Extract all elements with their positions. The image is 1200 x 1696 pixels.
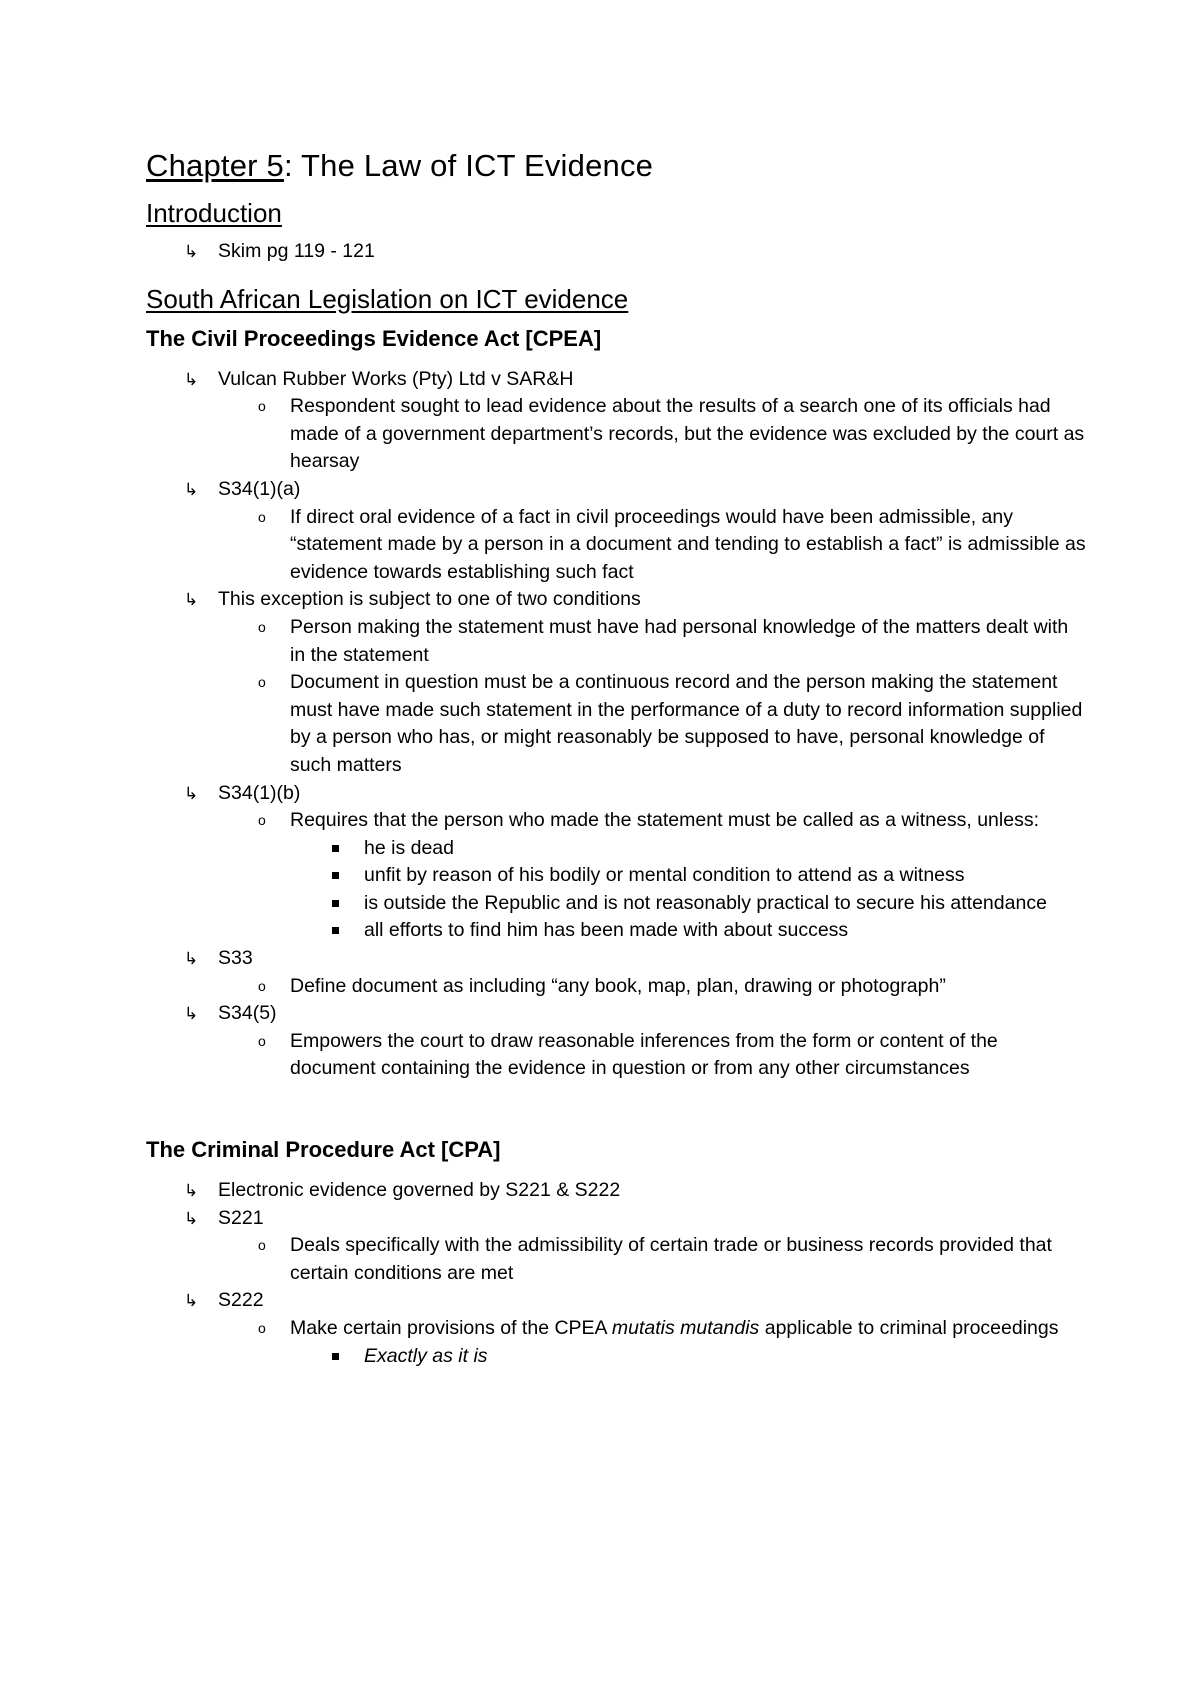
cpa-heading: The Criminal Procedure Act [CPA] bbox=[146, 1137, 501, 1163]
sub-sub-list bbox=[290, 835, 1086, 945]
circle-bullet-icon: o bbox=[258, 508, 266, 525]
sub-list-item-text: Define document as including “any book, map, plan, drawing or photograph” bbox=[290, 974, 946, 997]
list-item-text: S34(1)(b) bbox=[218, 781, 301, 804]
list-item bbox=[146, 366, 1086, 476]
sub-list-item-text-post: applicable to criminal proceedings bbox=[759, 1317, 1059, 1339]
sub-sub-list-item-text: is outside the Republic and is not reasonably practical to secure his attendance bbox=[364, 891, 1047, 914]
section-heading-text: South African Legislation on ICT evidence bbox=[146, 283, 629, 314]
sub-list-item bbox=[146, 393, 1086, 476]
list-item bbox=[146, 1287, 1086, 1370]
arrow-bullet-icon: ↳ bbox=[184, 783, 199, 803]
sub-list bbox=[218, 973, 1086, 1001]
sub-list-item-text: If direct oral evidence of a fact in civil proceedings would have been admissible, any “statement made by a person in a document and tending to establish a fact” is admissible as evidence towards establishing such fact bbox=[290, 505, 1086, 583]
square-bullet-icon bbox=[332, 872, 339, 879]
circle-bullet-icon: o bbox=[258, 812, 266, 829]
intro-heading bbox=[146, 196, 1086, 230]
sub-list-item-text-italic: mutatis mutandis bbox=[611, 1317, 760, 1339]
list-item bbox=[146, 238, 1086, 266]
sub-list-item bbox=[146, 1028, 1086, 1083]
sub-list bbox=[218, 1315, 1086, 1370]
sub-list bbox=[218, 807, 1086, 945]
arrow-bullet-icon: ↳ bbox=[184, 369, 199, 389]
list-item bbox=[146, 945, 1086, 1000]
sub-sub-list-item-text: he is dead bbox=[364, 836, 454, 859]
arrow-bullet-icon: ↳ bbox=[184, 1004, 199, 1024]
list-item bbox=[146, 476, 1086, 586]
circle-bullet-icon: o bbox=[258, 674, 266, 691]
circle-bullet-icon: o bbox=[258, 1320, 266, 1336]
chapter-title-rest: : The Law of ICT Evidence bbox=[283, 148, 654, 183]
sub-sub-list-item-text: unfit by reason of his bodily or mental condition to attend as a witness bbox=[364, 864, 965, 887]
list-item-text: S34(5) bbox=[218, 1002, 277, 1025]
cpea-heading: The Civil Proceedings Evidence Act [CPEA] bbox=[146, 325, 602, 351]
sub-list-item bbox=[146, 973, 1086, 1001]
sub-list-item-text: Document in question must be a continuous record and the person making the statement must have made such statement in the performance of a duty to record information supplied by a person who has, or might reasonably be supposed to have, personal knowledge of such matters bbox=[290, 671, 1083, 776]
list-item bbox=[146, 1000, 1086, 1083]
arrow-bullet-icon: ↳ bbox=[184, 242, 199, 261]
arrow-bullet-icon: ↳ bbox=[184, 1181, 199, 1201]
list-item-text: This exception is subject to one of two conditions bbox=[218, 588, 641, 611]
intro-list bbox=[146, 238, 1086, 266]
sub-list-item-text-pre: Make certain provisions of the CPEA bbox=[290, 1317, 612, 1339]
list-item bbox=[146, 780, 1086, 946]
sub-list-item bbox=[146, 1232, 1086, 1287]
sub-sub-list-item bbox=[146, 835, 1086, 863]
sub-list bbox=[218, 1232, 1086, 1287]
sub-list bbox=[218, 504, 1086, 587]
sub-sub-list-item bbox=[146, 1343, 1086, 1371]
section-heading bbox=[146, 282, 1086, 316]
sub-list-item bbox=[146, 669, 1086, 779]
circle-bullet-icon: o bbox=[258, 1237, 266, 1254]
list-item-text: S221 bbox=[218, 1206, 264, 1229]
list-item-text: Vulcan Rubber Works (Pty) Ltd v SAR&H bbox=[218, 367, 574, 390]
sub-list bbox=[218, 614, 1086, 780]
sub-sub-list-item bbox=[146, 862, 1086, 890]
list-item-text: Electronic evidence governed by S221 & S222 bbox=[218, 1179, 621, 1202]
chapter-label: Chapter 5 bbox=[146, 148, 284, 183]
list-item bbox=[146, 1177, 1086, 1205]
sub-list-item bbox=[146, 1315, 1086, 1370]
circle-bullet-icon: o bbox=[258, 1032, 266, 1049]
sub-list-item-text: Person making the statement must have had personal knowledge of the matters dealt with in the statement bbox=[290, 615, 1069, 666]
sub-list-item bbox=[146, 614, 1086, 669]
square-bullet-icon bbox=[332, 1353, 339, 1360]
sub-sub-list bbox=[290, 1343, 1086, 1371]
sub-list-item bbox=[146, 807, 1086, 945]
circle-bullet-icon: o bbox=[258, 398, 266, 415]
arrow-bullet-icon: ↳ bbox=[184, 1208, 199, 1228]
sub-list-item bbox=[146, 504, 1086, 587]
arrow-bullet-icon: ↳ bbox=[184, 590, 199, 610]
sub-sub-list-item bbox=[146, 890, 1086, 918]
circle-bullet-icon: o bbox=[258, 977, 266, 994]
list-item-text: S33 bbox=[218, 947, 253, 970]
cpa-list bbox=[146, 1177, 1086, 1370]
document-content bbox=[146, 146, 1086, 1370]
square-bullet-icon bbox=[332, 927, 339, 934]
cpea-list bbox=[146, 366, 1086, 1083]
sub-list-item-text: Deals specifically with the admissibility of certain trade or business records provided that certain conditions are met bbox=[290, 1234, 1052, 1284]
list-item-text: S34(1)(a) bbox=[218, 477, 301, 500]
sub-list bbox=[218, 393, 1086, 476]
intro-heading-text: Introduction bbox=[146, 198, 282, 228]
list-item bbox=[146, 1205, 1086, 1288]
sub-sub-list-item-text: all efforts to find him has been made with about success bbox=[364, 919, 849, 942]
square-bullet-icon bbox=[332, 900, 339, 907]
arrow-bullet-icon: ↳ bbox=[184, 1291, 199, 1311]
list-item bbox=[146, 586, 1086, 779]
sub-list bbox=[218, 1028, 1086, 1083]
sub-list-item-text: Respondent sought to lead evidence about the results of a search one of its officials had made of a government department’s records, but the evidence was excluded by the court as hearsay bbox=[290, 395, 1085, 473]
sub-list-item-text: Empowers the court to draw reasonable inferences from the form or content of the document containing the evidence in question or from any other circumstances bbox=[290, 1029, 998, 1080]
circle-bullet-icon: o bbox=[258, 618, 266, 635]
arrow-bullet-icon: ↳ bbox=[184, 479, 199, 499]
sub-sub-list-item bbox=[146, 917, 1086, 945]
sub-sub-list-item-text: Exactly as it is bbox=[364, 1344, 488, 1367]
list-item-text: S222 bbox=[218, 1289, 264, 1312]
sub-list-item-text: Requires that the person who made the statement must be called as a witness, unless: bbox=[290, 809, 1039, 832]
arrow-bullet-icon: ↳ bbox=[184, 949, 199, 969]
square-bullet-icon bbox=[332, 845, 339, 852]
list-item-text: Skim pg 119 - 121 bbox=[218, 240, 375, 262]
chapter-title bbox=[146, 146, 1086, 186]
